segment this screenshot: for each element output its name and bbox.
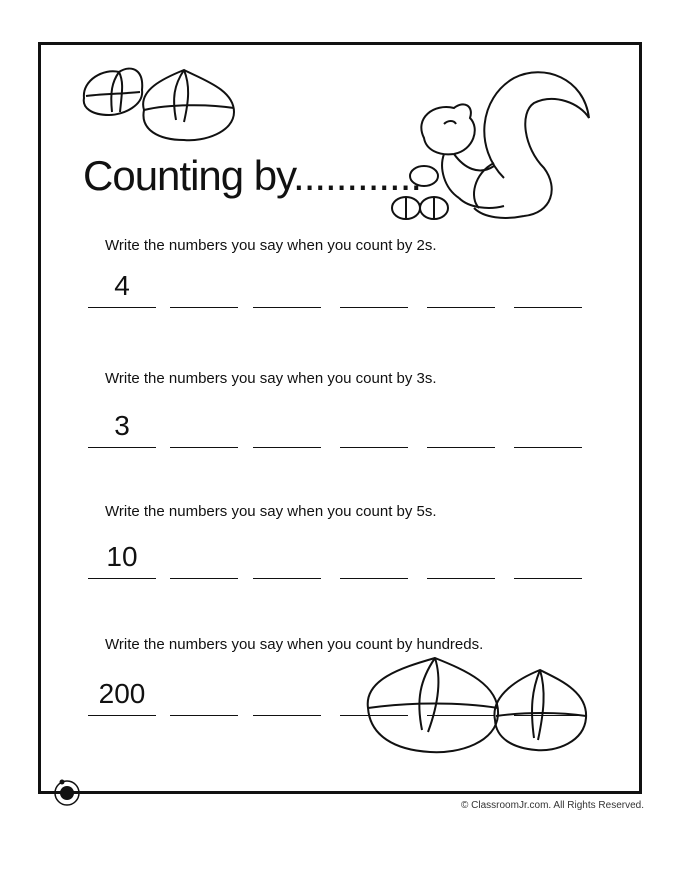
exercise-1-instruction: Write the numbers you say when you count by 2s.	[105, 237, 437, 254]
exercise-2-instruction: Write the numbers you say when you count by 3s.	[105, 370, 437, 387]
answer-blank[interactable]	[88, 714, 156, 716]
exercise-3-first-answer: 10	[106, 541, 138, 572]
answer-blank[interactable]	[88, 306, 156, 308]
answer-blank[interactable]	[514, 577, 582, 579]
answer-blank[interactable]	[340, 306, 408, 308]
answer-blank[interactable]	[88, 577, 156, 579]
chestnuts-illustration	[74, 60, 244, 150]
answer-blank[interactable]	[170, 714, 238, 716]
exercise-4-instruction: Write the numbers you say when you count by hundreds.	[105, 636, 484, 653]
answer-blank[interactable]	[340, 577, 408, 579]
answer-blank[interactable]	[253, 714, 321, 716]
answer-blank[interactable]	[170, 306, 238, 308]
answer-blank[interactable]	[170, 577, 238, 579]
page-title: Counting by............	[83, 152, 422, 199]
squirrel-illustration	[384, 58, 594, 226]
exercise-2-first-answer: 3	[114, 410, 130, 441]
answer-blank[interactable]	[427, 577, 495, 579]
copyright-footer: © ClassroomJr.com. All Rights Reserved.	[461, 800, 644, 811]
answer-blank[interactable]	[427, 306, 495, 308]
answer-blank[interactable]	[427, 446, 495, 448]
answer-blank[interactable]	[340, 446, 408, 448]
answer-blank[interactable]	[514, 306, 582, 308]
exercise-1-first-answer: 4	[114, 270, 130, 301]
answer-blank[interactable]	[253, 577, 321, 579]
exercise-3-instruction: Write the numbers you say when you count by 5s.	[105, 503, 437, 520]
chestnuts-illustration	[360, 650, 595, 760]
exercise-4-first-answer: 200	[98, 678, 146, 709]
answer-blank[interactable]	[253, 446, 321, 448]
answer-blank[interactable]	[170, 446, 238, 448]
classroomjr-logo-icon	[52, 778, 82, 808]
answer-blank[interactable]	[514, 446, 582, 448]
answer-blank[interactable]	[88, 446, 156, 448]
answer-blank[interactable]	[253, 306, 321, 308]
